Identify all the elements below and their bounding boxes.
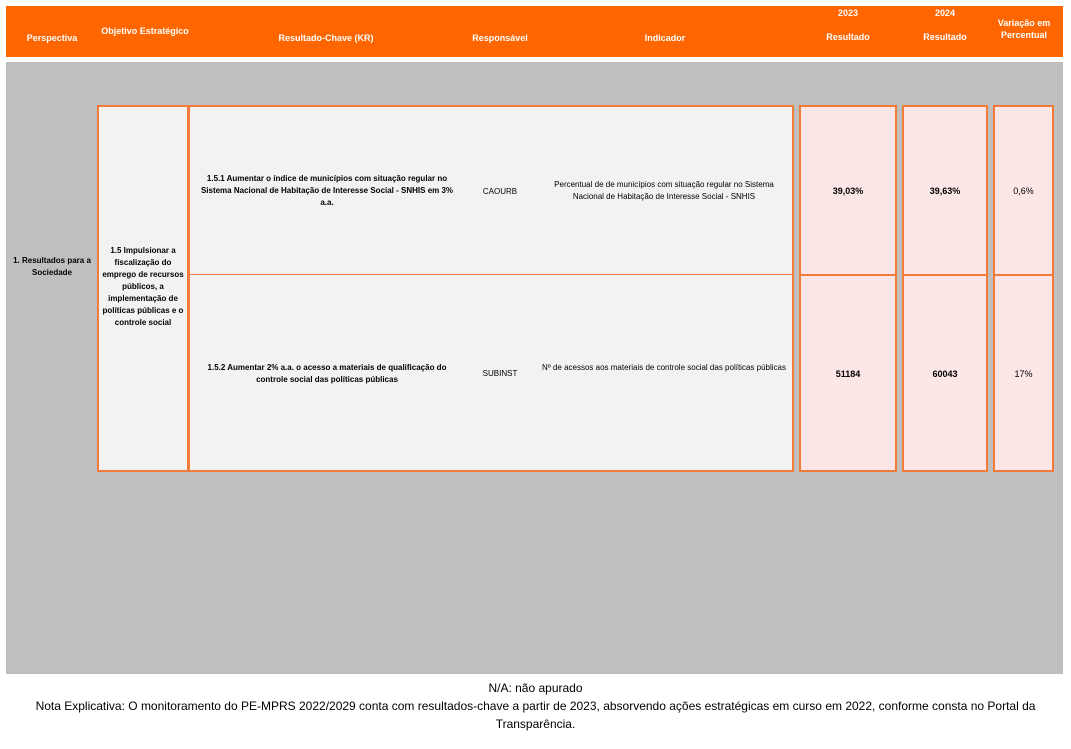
header-objetivo: Objetivo Estratégico [101,26,189,36]
row-divider [190,274,792,275]
header-year-2024: 2024 [934,8,956,18]
indicador-1: Percentual de de municípios com situação regular no Sistema Nacional de Habitação de Interesse Social - SNHIS [554,180,774,201]
objetivo-cell: 1.5 Impulsionar a fiscalização do emprego de recursos públicos, a implementação de políticas públicas e o controle social [102,246,184,327]
responsavel-2: SUBINST [482,369,518,378]
footer-explanatory-note: Nota Explicativa: O monitoramento do PE-MPRS 2022/2029 conta com resultados-chave a partir de 2023, absorvendo ações estratégicas em curso em 2022, conforme consta no Portal da Transparência. [35,699,1036,731]
resultado-2023-1: 39,03% [832,186,864,196]
kr-1: 1.5.1 Aumentar o índice de municípios com situação regular no Sistema Nacional de Habitação de Interesse Social - SNHIS em 3% a.a. [200,174,454,207]
indicador-2: Nº de acessos aos materiais de controle social das políticas públicas [542,363,786,372]
header-kr: Resultado-Chave (KR) [278,33,374,43]
header-resultado-2023: Resultado [826,32,870,42]
resultado-2024-1: 39,63% [929,186,961,196]
variacao-1: 0,6% [1013,186,1034,196]
variacao-2: 17% [1014,369,1033,379]
footer-na-note: N/A: não apurado [488,681,583,695]
kr-2: 1.5.2 Aumentar 2% a.a. o acesso a materiais de qualificação do controle social das políticas públicas [207,363,447,384]
kr-box [188,105,794,472]
resultado-2024-2: 60043 [932,369,958,379]
header-variacao: Variação em Percentual [997,18,1051,40]
header-resultado-2024: Resultado [923,32,967,42]
resultado-2023-2: 51184 [835,369,861,379]
header-perspectiva: Perspectiva [26,33,78,43]
perspectiva-cell: 1. Resultados para a Sociedade [13,256,91,277]
header-responsavel: Responsável [472,33,528,43]
header-year-2023: 2023 [837,8,859,18]
responsavel-1: CAOURB [482,187,518,196]
table-header [6,6,1063,57]
header-indicador: Indicador [644,33,686,43]
